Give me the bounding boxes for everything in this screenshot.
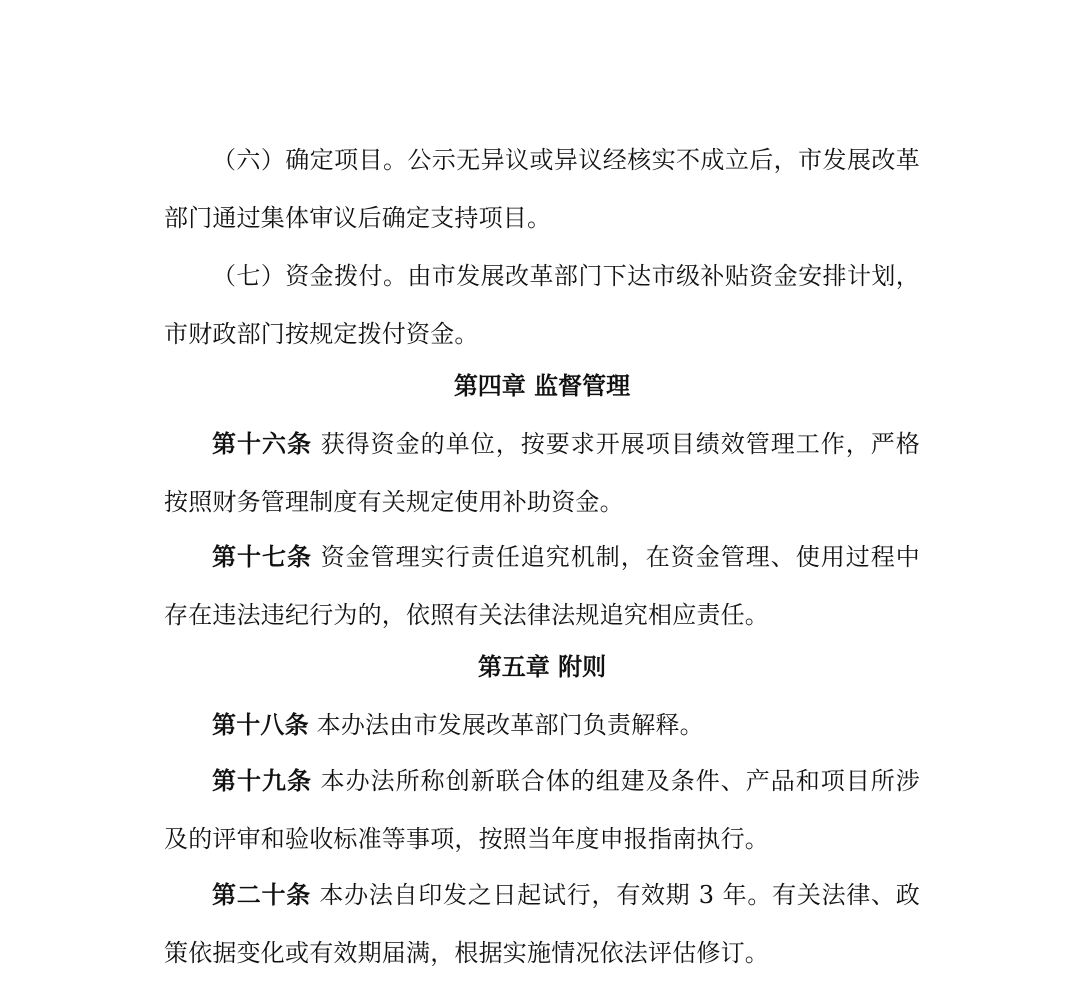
clause-six (164, 131, 920, 247)
clause-seven (164, 247, 920, 363)
chapter-five-heading: 第五章 附则 (477, 652, 607, 681)
article-17-label: 第十七条 (212, 542, 313, 571)
article-18 (164, 696, 920, 754)
article-20-label: 第二十条 (212, 880, 311, 909)
article-19-text: 本办法所称创新联合体的组建及条件、产品和项目所涉及的评审和验收标准等事项，按照当年度申报指南执行。 (164, 767, 920, 853)
article-20 (164, 866, 920, 982)
article-19 (164, 752, 920, 868)
article-16-label: 第十六条 (212, 429, 313, 458)
article-17-text: 资金管理实行责任追究机制，在资金管理、使用过程中存在违法违纪行为的，依照有关法律法规追究相应责任。 (164, 543, 920, 629)
article-18-label: 第十八条 (212, 710, 309, 739)
article-19-label: 第十九条 (212, 766, 313, 795)
clause-six-text: （六）确定项目。公示无异议或异议经核实不成立后，市发展改革部门通过集体审议后确定支持项目。 (164, 146, 920, 232)
article-16-text: 获得资金的单位，按要求开展项目绩效管理工作，严格按照财务管理制度有关规定使用补助资金。 (164, 430, 920, 516)
chapter-four-heading: 第四章 监督管理 (453, 371, 631, 400)
article-16 (164, 415, 920, 531)
article-17 (164, 528, 920, 644)
article-20-text: 本办法自印发之日起试行，有效期 3 年。有关法律、政策依据变化或有效期届满，根据实施情况依法评估修订。 (164, 881, 920, 967)
clause-seven-text: （七）资金拨付。由市发展改革部门下达市级补贴资金安排计划，市财政部门按规定拨付资金。 (164, 262, 920, 348)
article-18-text: 本办法由市发展改革部门负责解释。 (308, 711, 704, 739)
